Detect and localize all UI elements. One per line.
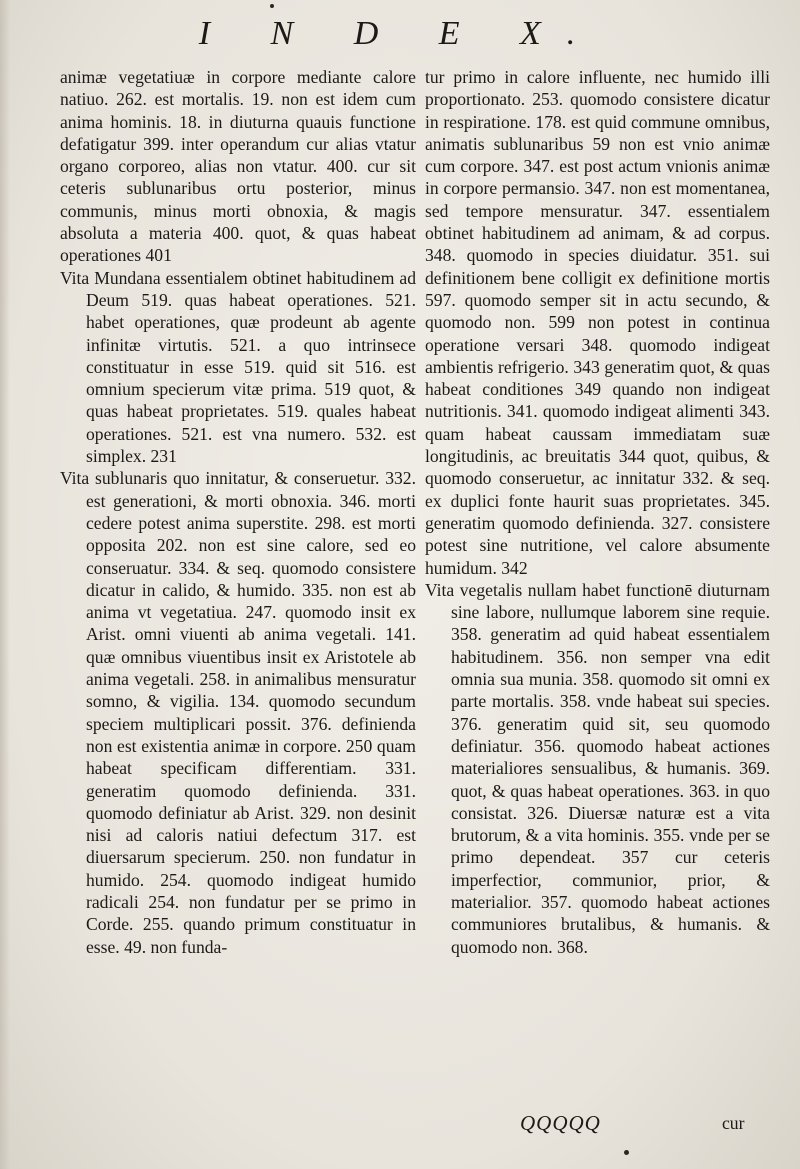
catchword: cur — [722, 1113, 745, 1133]
page-header: I N D E X. — [198, 15, 602, 52]
ink-speck — [624, 1150, 629, 1155]
index-entry: Vita sublunaris quo innitatur, & conseruetur. 332. est generationi, & morti obnoxia. 346. morti cedere potest anima superstite. 298. est morti opposita 202. non est sine calore, sed eo conseruatur. 334. & seq. quomodo consistere dicatur in calido, & humido. 335. non est ab anima vt vegetatiua. 247. quomodo insit ex Arist. omni viuenti ab anima vegetali. 141. quæ omnibus viuentibus insit ex Aristotele ab anima vegetali. 258. in animalibus mensuratur somno, & vigilia. 134. quomodo secundum speciem multiplicari possit. 376. definienda non est existentia animæ in corpore. 250 quam habeat specificam differentiam. 331. generatim quomodo definienda. 331. quomodo definiatur ab Arist. 329. non desinit nisi ad caloris natiui defectum 317. est diuersarum specierum. 250. non fundatur in humido. 254. quomodo indigeat humido radicali 254. non fundatur per se primo in Corde. 255. quando primum constituatur in esse. 49. non funda- — [60, 468, 416, 957]
right-column — [425, 66, 770, 958]
index-entry: Vita Mundana essentialem obtinet habitudinem ad Deum 519. quas habeat operationes. 521. habet operationes, quæ prodeunt ab agente infinitæ virtutis. 521. a quo intrinsece constituatur in esse 519. quid sit 516. est omnium specierum vitæ prima. 519 quot, & quas habeat proprietates. 519. quales habeat operationes. 521. est vna numero. 532. est simplex. 231 — [60, 267, 416, 467]
ink-speck — [270, 4, 274, 8]
left-column — [60, 66, 416, 958]
index-entry: animæ vegetatiuæ in corpore mediante calore natiuo. 262. est mortalis. 19. non est idem cum anima hominis. 18. in diuturna quauis functione defatigatur 399. inter operandum cur alias vtatur organo corporeo, alias non vtatur. 400. cur sit ceteris sublunaribus ortu posterior, minus communis, minus morti obnoxia, & magis absoluta a materia 400. quot, & quas habeat operationes 401 — [60, 67, 416, 266]
index-entry: Vita vegetalis nullam habet functionē diuturnam sine labore, nullumque laborem sine requie. 358. generatim ad quid habeat essentialem habitudinem. 356. non semper vna edit omnia sua munia. 358. quomodo sit omni ex parte mortalis. 358. vnde habeat sui species. 376. generatim quid sit, seu quomodo definiatur. 356. quomodo habeat actiones materialiores sensualibus, & humanis. 369. quot, & quas habeat operationes. 363. in quo consistat. 326. Diuersæ naturæ est a vita brutorum, & a vita hominis. 355. vnde per se primo dependeat. 357 cur ceteris imperfectior, communior, prior, & materialior. 357. quomodo habeat actiones communiores brutalibus, & humanis. & quomodo non. 368. — [425, 579, 770, 957]
page-edge-shadow — [0, 0, 10, 1169]
index-entry: tur primo in calore influente, nec humido illi proportionato. 253. quomodo consistere dicatur in respiratione. 178. est quid commune omnibus, animatis sublunaribus 59 non est vnio animæ cum corpore. 347. est post actum vnionis animæ in corpore permansio. 347. non est momentanea, sed tempore mensuratur. 347. essentialem obtinet habitudinem ad animam, & ad corpus. 348. quomodo in species diuidatur. 351. sui definitionem bene colligit ex definitione mortis 597. quomodo semper sit in actu secundo, & quomodo non. 599 non potest in continua operatione versari 348. quomodo indigeat ambientis refrigerio. 343 generatim quot, & quas habeat conditiones 349 quando non indigeat nutritionis. 341. quomodo indigeat alimenti 343. quam habeat caussam immediatam suæ longitudinis, ac breuitatis 344 quot, quibus, & quomodo conseruetur, ac innitatur 332. & seq. ex duplici fonte haurit suas proprietates. 345. generatim quomodo definienda. 327. consistere potest sine nutritione, vel calore absumente humidum. 342 — [425, 67, 770, 578]
signature-mark: QQQQQ — [520, 1111, 601, 1135]
page-footer — [0, 1111, 800, 1141]
